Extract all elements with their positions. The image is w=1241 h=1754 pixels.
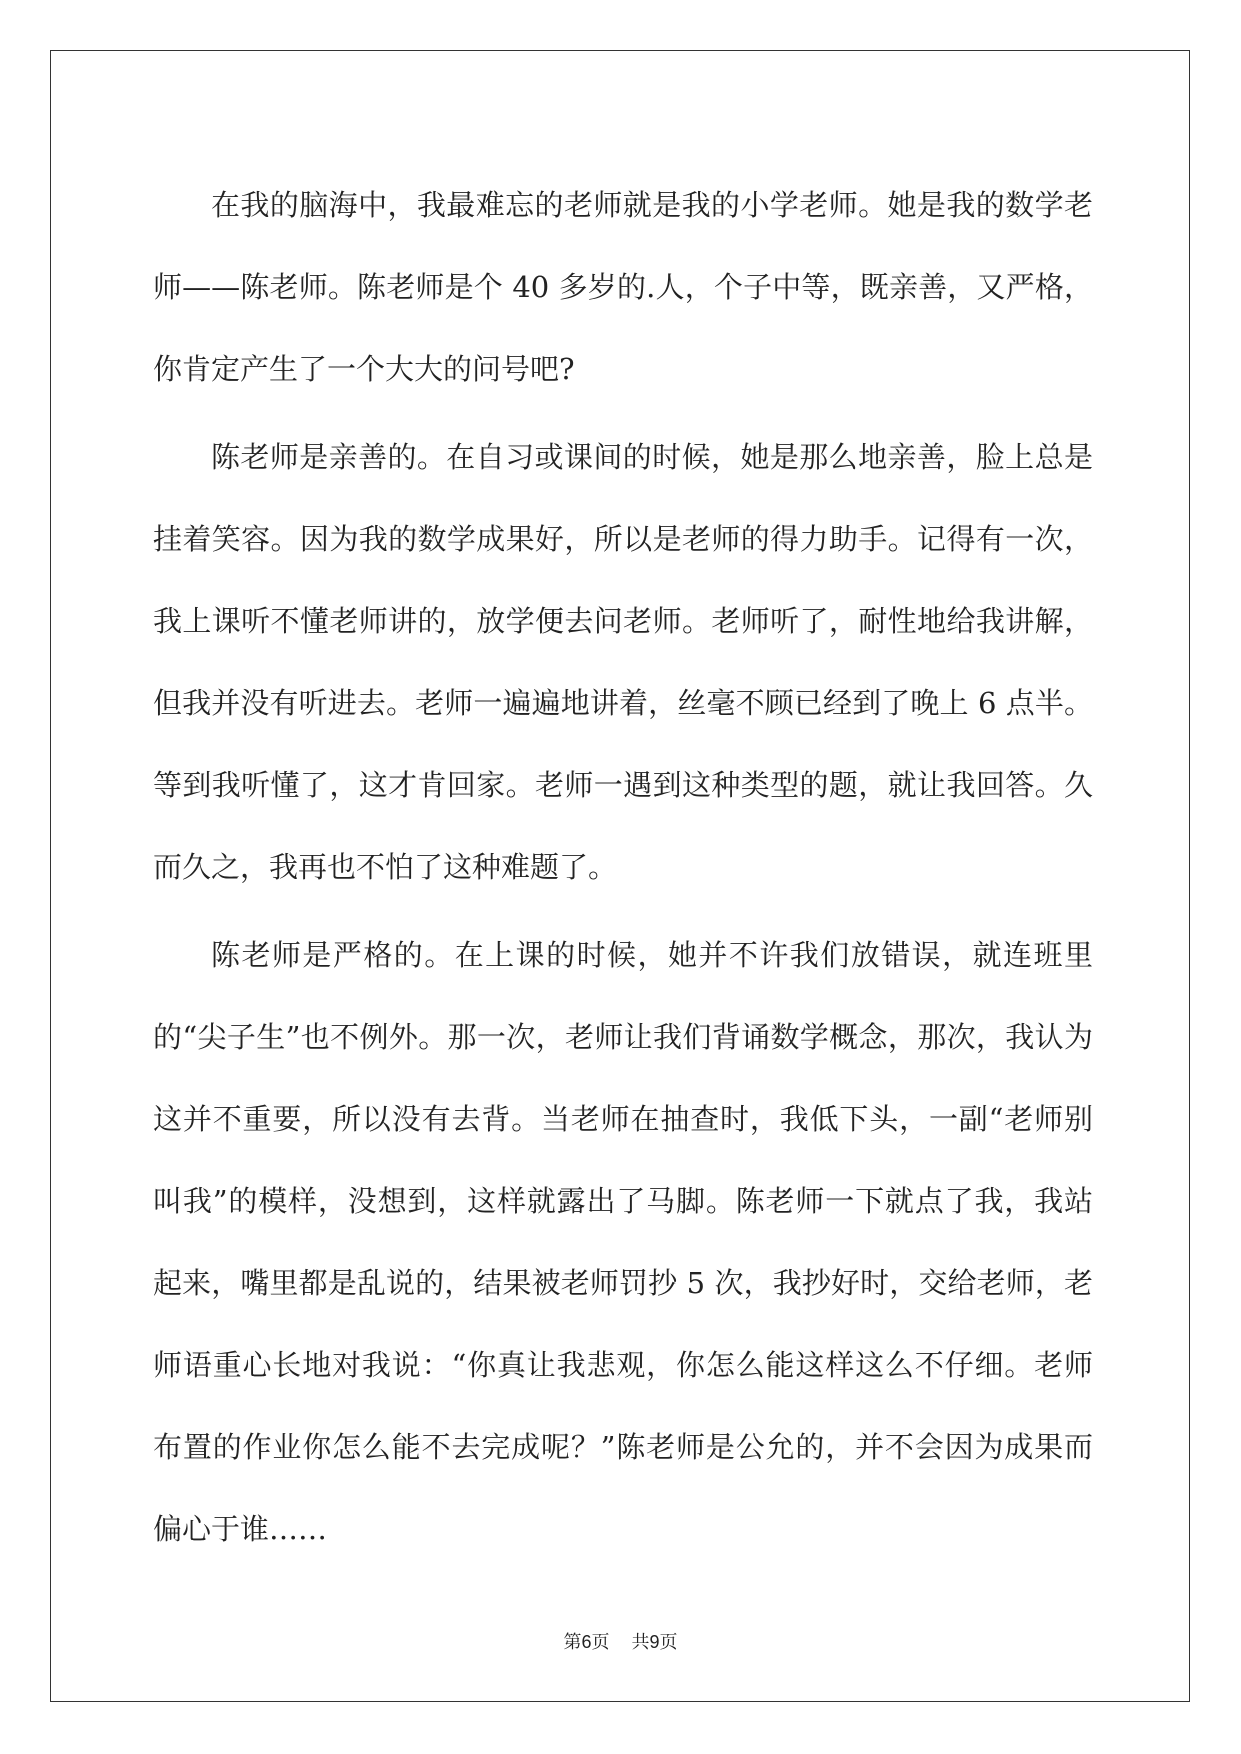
- paragraph: 陈老师是严格的。在上课的时候，她并不许我们放错误，就连班里的“尖子生”也不例外。那一次，老师让我们背诵数学概念，那次，我认为这并不重要，所以没有去背。当老师在抽查时，我低下头，一副“老师别叫我”的模样，没想到，这样就露出了马脚。陈老师一下就点了我，我站起来，嘴里都是乱说的，结果被老师罚抄 5 次，我抄好时，交给老师，老师语重心长地对我说：“你真让我悲观，你怎么能这样这么不仔细。老师布置的作业你怎么能不去完成呢？”陈老师是公允的，并不会因为成果而偏心于谁……: [153, 938, 1093, 1546]
- paragraph: 陈老师是亲善的。在自习或课间的时候，她是那么地亲善，脸上总是挂着笑容。因为我的数学成果好，所以是老师的得力助手。记得有一次，我上课听不懂老师讲的，放学便去问老师。老师听了，耐性地给我讲解，但我并没有听进去。老师一遍遍地讲着，丝毫不顾已经到了晚上 6 点半。等到我听懂了，这才肯回家。老师一遇到这种类型的题，就让我回答。久而久之，我再也不怕了这种难题了。: [153, 440, 1093, 884]
- current-page-number: 6: [581, 1632, 592, 1652]
- document-body: [153, 164, 1093, 1576]
- paragraph: 在我的脑海中，我最难忘的老师就是我的小学老师。她是我的数学老师——陈老师。陈老师是个 40 多岁的.人，个子中等，既亲善，又严格，你肯定产生了一个大大的问号吧?: [153, 188, 1093, 386]
- footer-total-prefix: 共: [631, 1632, 650, 1653]
- total-page-count: 9: [649, 1632, 660, 1652]
- footer-prefix: 第: [563, 1632, 582, 1653]
- footer-page-unit: 页: [591, 1632, 610, 1653]
- footer-total-unit: 页: [659, 1632, 678, 1653]
- page-footer: [0, 1628, 1241, 1654]
